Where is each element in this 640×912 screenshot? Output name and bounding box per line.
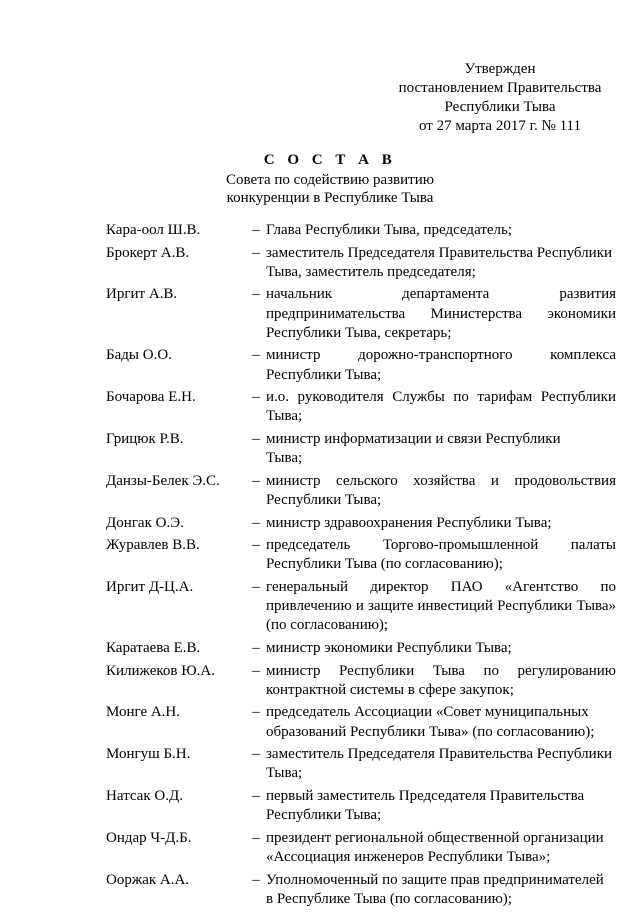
member-row bbox=[106, 829, 616, 867]
member-row bbox=[106, 703, 616, 741]
dash-separator: – bbox=[252, 746, 260, 763]
member-row bbox=[106, 536, 616, 574]
member-name: Донгак О.Э. bbox=[106, 514, 184, 531]
dash-separator: – bbox=[252, 639, 260, 656]
dash-separator: – bbox=[252, 430, 260, 447]
dash-separator: – bbox=[252, 537, 260, 554]
member-role-line: министр дорожно-транспортного комплекса Республики Тыва; bbox=[266, 347, 616, 383]
approval-line: Утвержден bbox=[464, 61, 536, 77]
member-name: Брокерт А.В. bbox=[106, 244, 190, 261]
member-role bbox=[266, 221, 616, 240]
member-role-line: начальник департамента развития предпринимательства Министерства экономики Республики Тыва, секретарь; bbox=[266, 286, 616, 341]
member-row bbox=[106, 662, 616, 700]
member-row bbox=[106, 285, 616, 343]
member-role-line: заместитель Председателя Правительства Республики bbox=[266, 244, 613, 261]
dash-separator: – bbox=[252, 347, 260, 364]
member-role bbox=[266, 346, 616, 384]
member-role bbox=[266, 578, 616, 636]
document-subtitle: конкуренции в Республике Тыва bbox=[226, 190, 434, 206]
member-role-line: Тыва; bbox=[266, 450, 303, 467]
member-role bbox=[266, 514, 616, 533]
member-name: Иргит Д-Ц.А. bbox=[106, 578, 194, 595]
member-role bbox=[266, 472, 616, 510]
member-name: Грицюк Р.В. bbox=[106, 430, 184, 447]
member-row bbox=[106, 346, 616, 384]
member-name: Ооржак А.А. bbox=[106, 871, 190, 888]
member-role-line: председатель Торгово-промышленной палаты Республики Тыва (по согласованию); bbox=[266, 537, 616, 573]
member-role bbox=[266, 388, 616, 426]
approval-date-line: от 27 марта 2017 г. № 111 bbox=[418, 118, 581, 134]
member-row bbox=[106, 578, 616, 636]
member-role-line: министр Республики Тыва по регулированию контрактной системы в сфере закупок; bbox=[266, 662, 616, 698]
member-name: Килижеков Ю.А. bbox=[106, 662, 215, 679]
member-role bbox=[266, 536, 616, 574]
member-name: Каратаева Е.В. bbox=[106, 639, 201, 656]
member-role-line: президент региональной общественной организации bbox=[266, 829, 604, 846]
member-name: Монгуш Б.Н. bbox=[106, 746, 191, 763]
member-role-line: Тыва, заместитель председателя; bbox=[266, 263, 476, 280]
member-name: Данзы-Белек Э.С. bbox=[106, 472, 220, 489]
member-role-line: первый заместитель Председателя Правительства bbox=[266, 787, 585, 804]
member-name: Бочарова Е.Н. bbox=[106, 389, 196, 406]
member-row bbox=[106, 745, 616, 783]
dash-separator: – bbox=[252, 472, 260, 489]
approval-line: постановлением Правительства bbox=[398, 80, 602, 96]
dash-separator: – bbox=[252, 787, 260, 804]
member-role bbox=[266, 871, 616, 909]
member-role-line: министр сельского хозяйства и продовольствия Республики Тыва; bbox=[266, 472, 616, 508]
member-name: Монге А.Н. bbox=[106, 704, 181, 721]
dash-separator: – bbox=[252, 286, 260, 303]
dash-separator: – bbox=[252, 222, 260, 238]
member-row bbox=[106, 244, 616, 282]
approval-stamp bbox=[380, 60, 620, 136]
member-name: Бады О.О. bbox=[106, 347, 172, 364]
member-role bbox=[266, 639, 616, 658]
member-name: Натсак О.Д. bbox=[106, 787, 183, 804]
member-row bbox=[106, 388, 616, 426]
member-role bbox=[266, 430, 616, 468]
member-name: Журавлев В.В. bbox=[106, 537, 200, 554]
approval-line: Республики Тыва bbox=[444, 99, 556, 115]
dash-separator: – bbox=[252, 662, 260, 679]
dash-separator: – bbox=[252, 871, 260, 888]
dash-separator: – bbox=[252, 514, 260, 531]
member-role bbox=[266, 829, 616, 867]
dash-separator: – bbox=[252, 244, 260, 261]
member-role-line: «Ассоциация инженеров Республики Тыва»; bbox=[266, 848, 551, 865]
dash-separator: – bbox=[252, 704, 260, 721]
members-list bbox=[106, 221, 616, 912]
dash-separator: – bbox=[252, 578, 260, 595]
member-row bbox=[106, 514, 616, 533]
member-name: Кара-оол Ш.В. bbox=[106, 222, 201, 238]
member-role-line: и.о. руководителя Службы по тарифам Республики Тыва; bbox=[266, 389, 616, 425]
member-role-line: Республики Тыва; bbox=[266, 807, 382, 824]
document-heading bbox=[150, 151, 510, 207]
member-role bbox=[266, 745, 616, 783]
member-row bbox=[106, 871, 616, 909]
member-role bbox=[266, 703, 616, 741]
member-role bbox=[266, 662, 616, 700]
member-row bbox=[106, 787, 616, 825]
member-row bbox=[106, 472, 616, 510]
member-role-line: в Республике Тыва (по согласованию); bbox=[266, 890, 512, 907]
member-role-line: министр здравоохранения Республики Тыва; bbox=[266, 514, 552, 531]
member-role-line: генеральный директор ПАО «Агентство по привлечению и защите инвестиций Республики Тыва» (по согласованию); bbox=[266, 578, 616, 634]
member-role-line: Уполномоченный по защите прав предпринимателей bbox=[266, 871, 604, 888]
member-name: Ондар Ч-Д.Б. bbox=[106, 829, 192, 846]
member-row bbox=[106, 430, 616, 468]
member-row bbox=[106, 221, 616, 240]
member-role bbox=[266, 244, 616, 282]
member-role-line: министр экономики Республики Тыва; bbox=[266, 639, 512, 656]
document-subtitle: Совета по содействию развитию bbox=[226, 172, 434, 188]
document-title: С О С Т А В bbox=[263, 152, 397, 168]
member-role bbox=[266, 285, 616, 343]
member-role-line: заместитель Председателя Правительства Республики bbox=[266, 746, 613, 763]
member-role bbox=[266, 787, 616, 825]
dash-separator: – bbox=[252, 389, 260, 406]
member-name: Иргит А.В. bbox=[106, 286, 178, 303]
member-role-line: министр информатизации и связи Республики bbox=[266, 430, 561, 447]
dash-separator: – bbox=[252, 829, 260, 846]
member-row bbox=[106, 639, 616, 658]
member-role-line: образований Республики Тыва» (по согласованию); bbox=[266, 723, 595, 740]
member-role-line: председатель Ассоциации «Совет муниципальных bbox=[266, 704, 589, 721]
member-role-line: Глава Республики Тыва, председатель; bbox=[266, 222, 513, 238]
member-role-line: Тыва; bbox=[266, 765, 303, 782]
